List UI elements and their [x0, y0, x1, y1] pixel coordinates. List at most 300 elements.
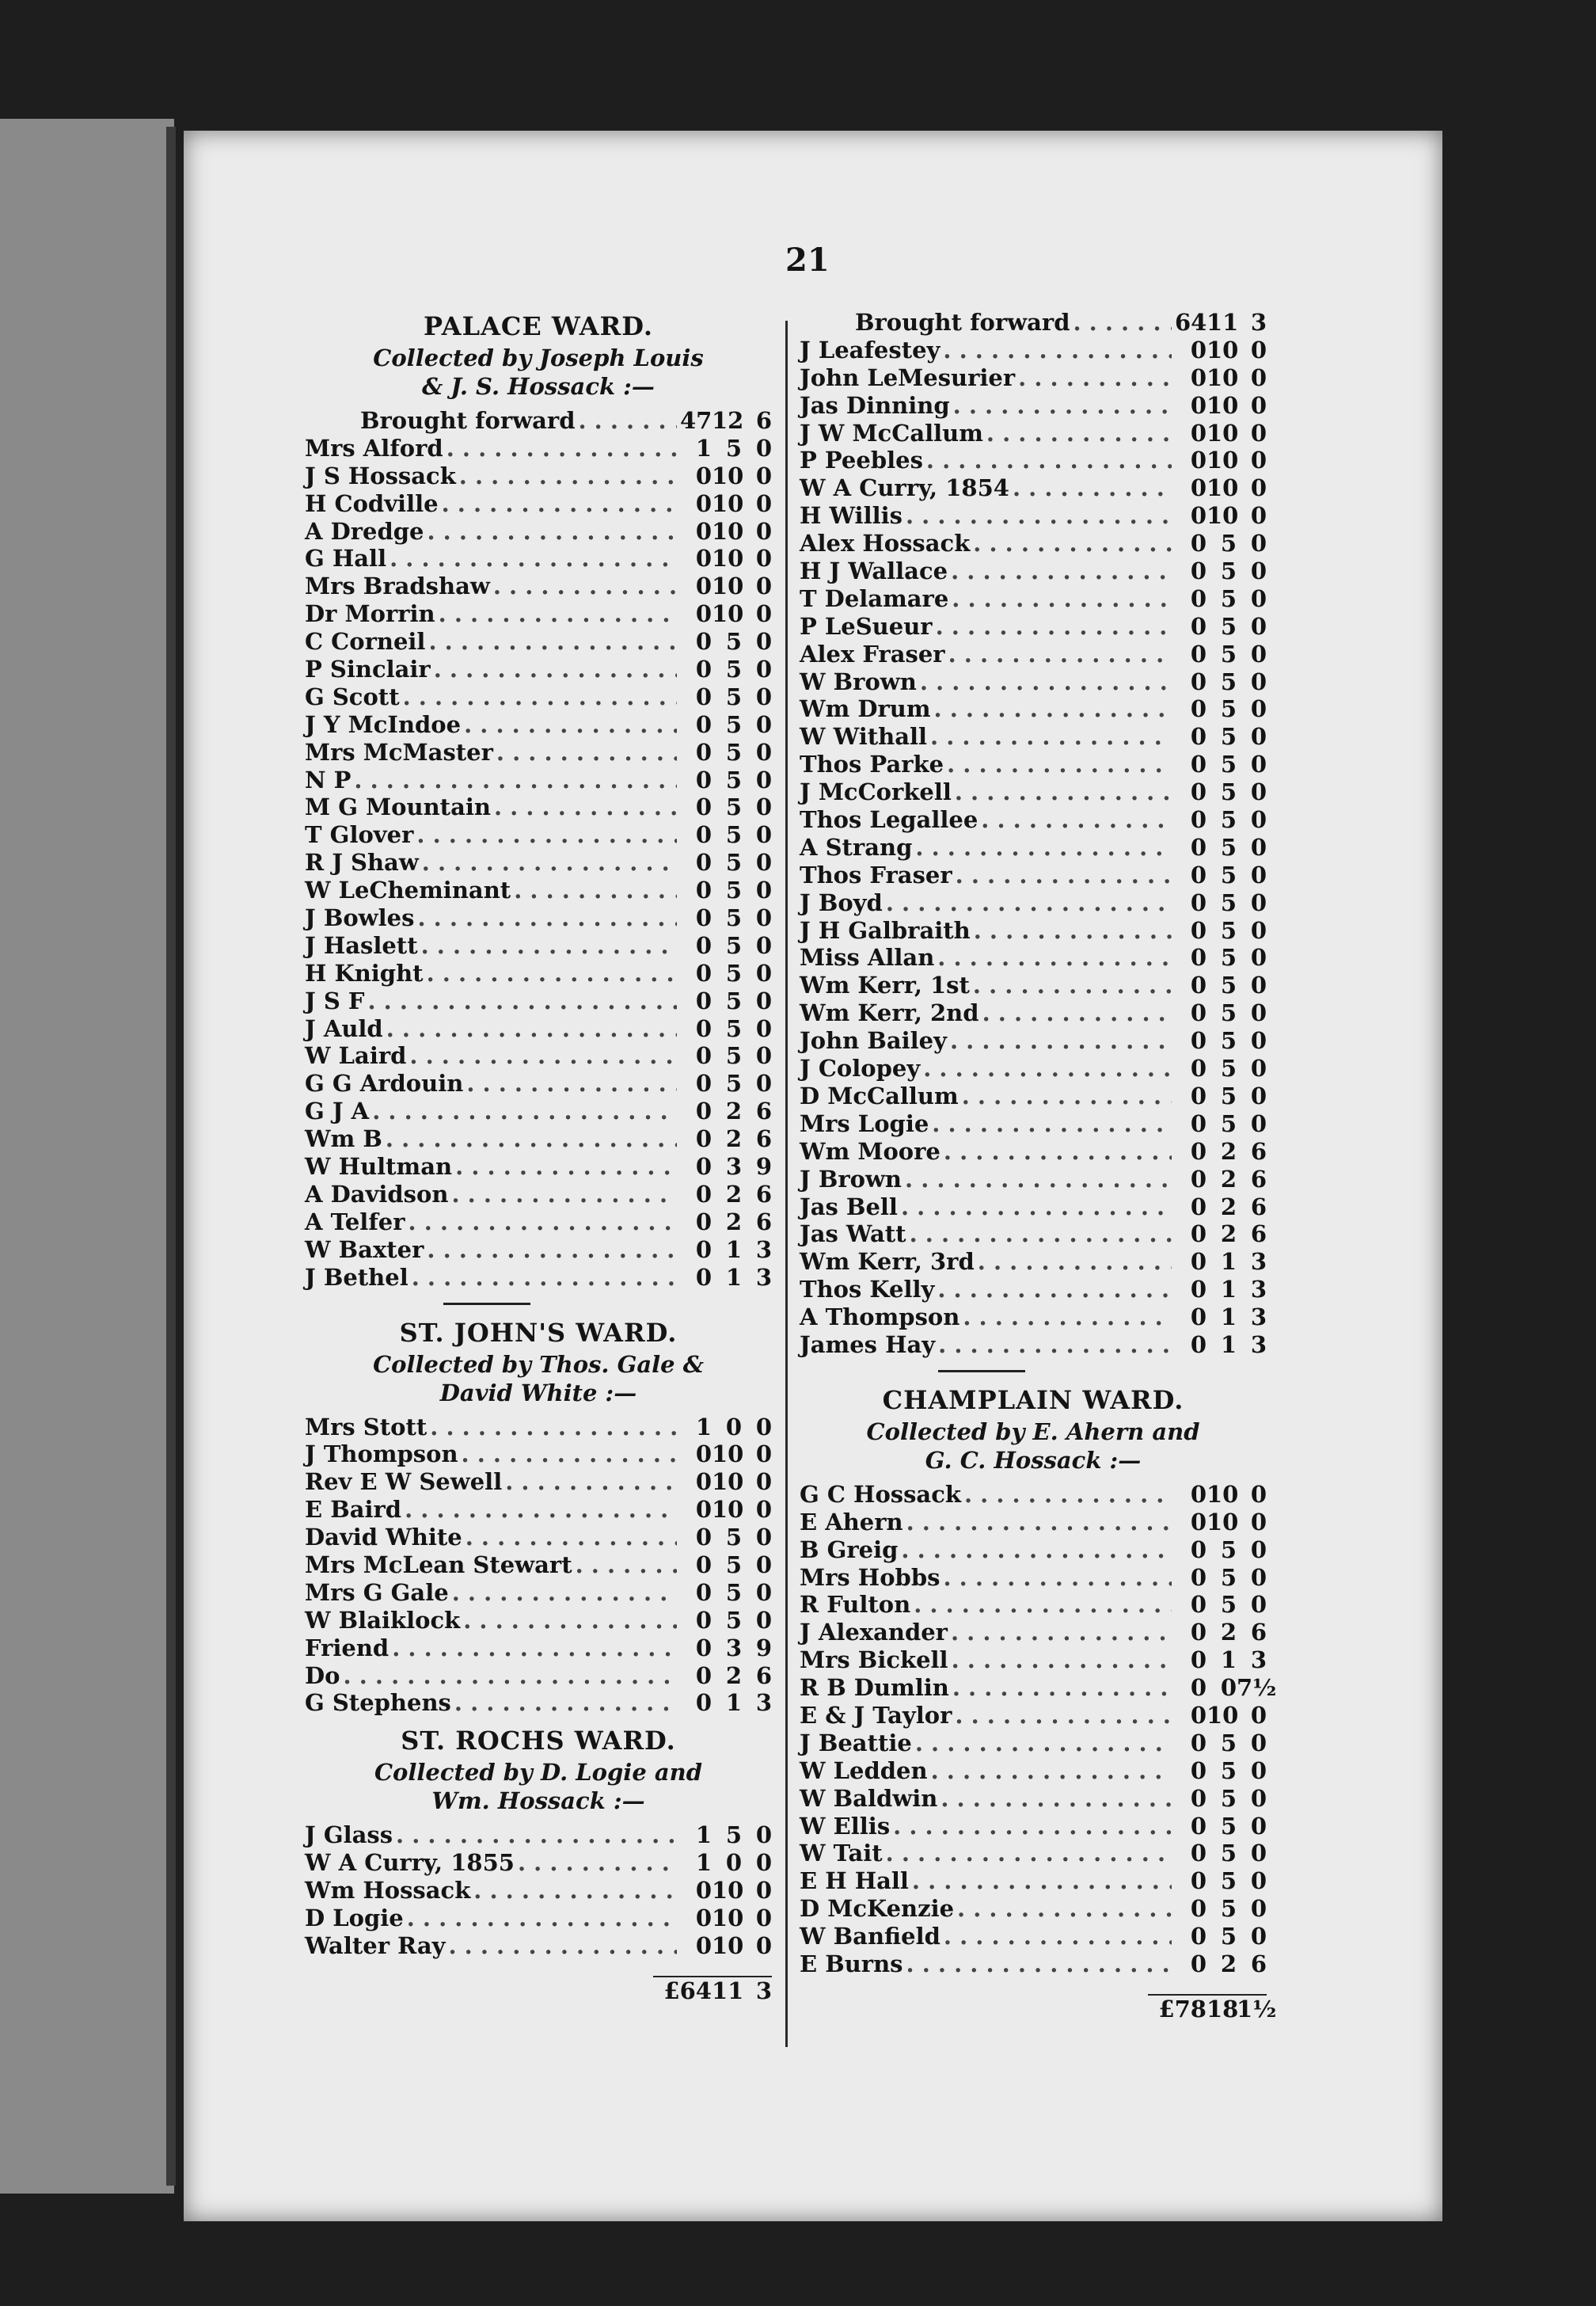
facing-page-edge [0, 119, 174, 2194]
continued-list [800, 337, 1267, 1359]
amount-d: 0 [1250, 640, 1267, 668]
list-item [800, 1055, 1267, 1083]
contributor-name: J Auld [305, 1014, 383, 1042]
amount-l: 0 [1190, 1027, 1206, 1055]
amount-d: 0 [1250, 1480, 1267, 1508]
amount-d: 0 [1250, 1109, 1267, 1137]
contributor-name: John Bailey [800, 1027, 947, 1055]
amount-d: 0 [755, 1042, 772, 1070]
amount-d: 6 [755, 1180, 772, 1208]
amount-s: 5 [1220, 1109, 1237, 1137]
amount-s: 2 [725, 1180, 742, 1208]
amount-l: 0 [695, 1468, 712, 1496]
list-item [800, 447, 1267, 474]
list-item [800, 530, 1267, 557]
amount-l: 0 [1190, 1756, 1206, 1784]
list-item [800, 751, 1267, 778]
contributor-name: R B Dumlin [800, 1674, 949, 1702]
amount-d: 0 [1250, 530, 1267, 557]
amount-s: 10 [712, 1904, 744, 1931]
amount-d: 0 [1250, 1867, 1267, 1895]
list-item [800, 557, 1267, 585]
amount-l: 0 [1190, 1701, 1206, 1729]
contributor-name: B Greig [800, 1535, 899, 1563]
amount-l: 0 [1190, 530, 1206, 557]
amount-s: 1 [725, 1263, 742, 1291]
amount-l: 0 [695, 904, 712, 932]
list-item [800, 1331, 1267, 1359]
contributor-name: R J Shaw [305, 849, 419, 877]
amount-l: 1 [695, 1821, 712, 1849]
contributor-name: Thos Parke [800, 751, 944, 778]
contributor-name: J McCorkell [800, 778, 952, 806]
amount-s: 5 [725, 628, 742, 656]
list-item [800, 1509, 1267, 1536]
amount-s: 5 [725, 877, 742, 904]
contributor-name: J Alexander [800, 1619, 948, 1646]
amount-d: 0 [1250, 557, 1267, 585]
amount-d: 0 [1250, 944, 1267, 972]
list-item [305, 960, 772, 987]
list-item [305, 1015, 772, 1043]
contributor-name: Jas Bell [800, 1193, 898, 1220]
list-item [305, 435, 772, 462]
list-item [305, 628, 772, 656]
list-item [305, 987, 772, 1015]
list-item [800, 999, 1267, 1027]
list-item [305, 1153, 772, 1181]
amount-s: 5 [1220, 944, 1237, 972]
contributor-name: W LeCheminant [305, 877, 511, 904]
amount-l: 0 [695, 959, 712, 987]
amount-l: 0 [695, 1180, 712, 1208]
contributor-name: E H Hall [800, 1867, 909, 1895]
list-item [305, 656, 772, 683]
contributor-name: Thos Kelly [800, 1276, 935, 1303]
amount-s: 5 [1220, 640, 1237, 668]
right-total: £78 18 1½ [800, 1994, 1267, 2023]
amount-l: 0 [695, 1042, 712, 1070]
contributor-name: W Baxter [305, 1235, 424, 1263]
amount-s: 5 [1220, 1082, 1237, 1109]
amount-l: 0 [1190, 1729, 1206, 1756]
amount-s: 5 [725, 1606, 742, 1634]
amount-d: 0 [1250, 999, 1267, 1027]
contributor-name: Wm B [305, 1125, 382, 1153]
amount-d: 6 [1250, 1193, 1267, 1220]
amount-s: 1 [1220, 1276, 1237, 1303]
amount-l: 0 [695, 877, 712, 904]
amount-l: 0 [1190, 1508, 1206, 1535]
list-item [800, 1702, 1267, 1730]
list-item [305, 462, 772, 490]
amount-d: 0 [1250, 1923, 1267, 1950]
amount-d: 0 [755, 1440, 772, 1468]
amount-l: 0 [1190, 916, 1206, 944]
amount-d: 0 [1250, 806, 1267, 834]
amount-l: 0 [1190, 584, 1206, 612]
section-rule [305, 1292, 772, 1315]
list-item [800, 695, 1267, 723]
amount-l: 0 [1190, 1840, 1206, 1867]
amount-s: 1 [725, 1235, 742, 1263]
list-item [800, 585, 1267, 613]
list-item [800, 1730, 1267, 1757]
contributor-name: N P [305, 766, 352, 793]
amount-l: 0 [695, 628, 712, 656]
amount-s: 5 [725, 434, 742, 462]
amount-s: 5 [1220, 1756, 1237, 1784]
contributor-name: W A Curry, 1854 [800, 474, 1009, 502]
amount-d: 0 [1250, 1840, 1267, 1867]
column-divider [785, 321, 788, 2047]
contributor-name: J Brown [800, 1165, 902, 1193]
amount-s: 5 [1220, 861, 1237, 889]
amount-d: 0 [1250, 751, 1267, 778]
st-johns-ward-title: ST. JOHN'S WARD. [399, 1317, 678, 1348]
contributor-name: J Y McIndoe [305, 710, 462, 738]
contributor-name: Mrs Bradshaw [305, 573, 490, 600]
amount-d: 0 [1250, 1812, 1267, 1840]
amount-l: 0 [1190, 419, 1206, 447]
amount-s: 10 [1206, 474, 1239, 502]
amount-d: 0 [755, 462, 772, 489]
contributor-name: P LeSueur [800, 612, 933, 640]
amount-l: 0 [1190, 363, 1206, 391]
amount-l: 0 [695, 1125, 712, 1153]
contributor-name: Miss Allan [800, 944, 935, 972]
amount-s: 5 [1220, 916, 1237, 944]
amount-l: 0 [1190, 1137, 1206, 1165]
amount-d: 0 [755, 1931, 772, 1959]
amount-d: 0 [755, 434, 772, 462]
list-item [800, 668, 1267, 696]
amount-d: 0 [755, 573, 772, 600]
list-item [305, 1440, 772, 1468]
amount-l: 0 [695, 793, 712, 821]
amount-s: 5 [1220, 972, 1237, 999]
amount-d: 0 [755, 877, 772, 904]
contributor-name: E & J Taylor [800, 1701, 952, 1729]
amount-d: 3 [1250, 1276, 1267, 1303]
amount-l: 0 [1190, 1193, 1206, 1220]
list-item [800, 1110, 1267, 1138]
list-item [800, 1840, 1267, 1867]
contributor-name: G Scott [305, 683, 400, 710]
list-item [305, 1070, 772, 1098]
amount-s: 2 [1220, 1619, 1237, 1646]
list-item [305, 1264, 772, 1292]
amount-s: 3 [725, 1153, 742, 1181]
list-item [800, 1867, 1267, 1895]
list-item [305, 1524, 772, 1551]
amount-s: 5 [725, 1070, 742, 1098]
amount-l: 0 [1190, 1330, 1206, 1358]
amount-l: 0 [695, 545, 712, 573]
contributor-name: A Thompson [800, 1303, 960, 1331]
contributor-name: T Glover [305, 821, 414, 849]
list-item [305, 1877, 772, 1905]
contributor-name: J Colopey [800, 1055, 921, 1083]
amount-l: 0 [695, 1634, 712, 1661]
contributor-name: Jas Watt [800, 1220, 906, 1248]
list-item [305, 545, 772, 573]
list-item [305, 1932, 772, 1960]
contributor-name: Friend [305, 1634, 390, 1661]
contributor-name: J Beattie [800, 1729, 912, 1756]
amount-s: 5 [1220, 1535, 1237, 1563]
amount-s: 5 [1220, 751, 1237, 778]
contributor-name: D Logie [305, 1904, 404, 1931]
contributor-name: J Haslett [305, 931, 418, 959]
list-item [305, 1689, 772, 1717]
list-item [305, 573, 772, 600]
amount-l: 0 [1190, 972, 1206, 999]
amount-s: 5 [1220, 612, 1237, 640]
contributor-name: W Hultman [305, 1153, 453, 1181]
amount-l: 0 [695, 600, 712, 628]
contributor-name: W A Curry, 1855 [305, 1849, 515, 1877]
list-item [800, 1591, 1267, 1619]
list-item [800, 337, 1267, 364]
amount-d: 6 [1250, 1220, 1267, 1248]
amount-d: 0 [1250, 474, 1267, 502]
contributor-name: E Baird [305, 1496, 402, 1524]
amount-d: 0 [1250, 502, 1267, 530]
list-item [800, 641, 1267, 668]
list-item [800, 1813, 1267, 1840]
amount-l: 0 [1190, 1674, 1206, 1702]
amount-l: 0 [1190, 1812, 1206, 1840]
amount-d: 0 [1250, 584, 1267, 612]
contributor-name: Mrs Logie [800, 1109, 929, 1137]
amount-d: 0 [755, 1606, 772, 1634]
list-item [800, 1923, 1267, 1950]
book-binding [166, 127, 176, 2186]
contributor-name: C Corneil [305, 628, 426, 656]
amount-l: 0 [695, 1070, 712, 1098]
amount-d: 0 [1250, 916, 1267, 944]
amount-d: 0 [755, 1070, 772, 1098]
contributor-name: W Laird [305, 1042, 407, 1070]
list-item [800, 1481, 1267, 1509]
contributor-name: Alex Hossack [800, 530, 971, 557]
list-item [305, 849, 772, 877]
amount-l: 0 [1190, 1082, 1206, 1109]
amount-s: 5 [1220, 806, 1237, 834]
amount-l: 0 [1190, 1646, 1206, 1674]
amount-s: 1 [1220, 1303, 1237, 1331]
amount-l: 0 [695, 1661, 712, 1689]
contributor-name: P Sinclair [305, 656, 431, 683]
list-item [305, 1181, 772, 1208]
list-item [800, 723, 1267, 751]
list-item [305, 821, 772, 849]
list-item [800, 613, 1267, 641]
section-rule [800, 1359, 1267, 1383]
list-item [305, 711, 772, 739]
amount-s: 10 [712, 600, 744, 628]
list-item [800, 1536, 1267, 1564]
amount-l: 0 [695, 849, 712, 877]
amount-s: 5 [1220, 1563, 1237, 1591]
amount-d: 0 [1250, 612, 1267, 640]
amount-s: 5 [725, 1551, 742, 1578]
list-item [800, 1950, 1267, 1978]
amount-s: 5 [1220, 1923, 1237, 1950]
amount-s: 2 [1220, 1165, 1237, 1193]
list-item [800, 806, 1267, 834]
amount-l: 0 [1190, 1784, 1206, 1812]
amount-s: 10 [712, 573, 744, 600]
amount-s: 5 [725, 1014, 742, 1042]
st-rochs-ward-title: ST. ROCHS WARD. [401, 1726, 676, 1756]
amount-d: 0 [755, 628, 772, 656]
amount-s: 10 [712, 1496, 744, 1524]
amount-s: 5 [1220, 668, 1237, 695]
amount-s: 10 [1206, 1480, 1239, 1508]
amount-s: 10 [712, 1440, 744, 1468]
amount-s: 2 [1220, 1137, 1237, 1165]
amount-l: 0 [695, 931, 712, 959]
contributor-name: G G Ardouin [305, 1070, 464, 1098]
palace-collector-line2: & J. S. Hossack :— [422, 373, 655, 400]
amount-s: 10 [1206, 1508, 1239, 1535]
list-item [305, 1579, 772, 1607]
contributor-name: W Withall [800, 723, 928, 751]
amount-d: 0 [755, 1877, 772, 1905]
contributor-name: J Thompson [305, 1440, 458, 1468]
amount-s: 10 [1206, 1701, 1239, 1729]
amount-d: 3 [1250, 1646, 1267, 1674]
amount-s: 10 [1206, 336, 1239, 363]
champlain-collector-line1: Collected by E. Ahern and [866, 1417, 1200, 1445]
contributor-name: A Davidson [305, 1180, 449, 1208]
amount-d: 0 [1250, 695, 1267, 723]
amount-l: 1 [695, 434, 712, 462]
list-item [800, 1248, 1267, 1276]
list-item [305, 1414, 772, 1441]
list-item [800, 917, 1267, 945]
contributor-name: Do [305, 1661, 340, 1689]
amount-d: 0 [1250, 391, 1267, 419]
amount-d: 0 [1250, 1508, 1267, 1535]
right-brought-forward: Brought forward . . . 64 11 3 [800, 309, 1267, 337]
amount-s: 5 [725, 710, 742, 738]
list-item [305, 767, 772, 794]
amount-l: 0 [695, 517, 712, 545]
contributor-name: Thos Legallee [800, 806, 978, 834]
amount-d: 0 [755, 1904, 772, 1931]
list-item [305, 518, 772, 546]
list-item [800, 1619, 1267, 1646]
champlain-collector-line2: G. C. Hossack :— [925, 1446, 1142, 1474]
contributor-name: H Codville [305, 489, 439, 517]
amount-s: 5 [1220, 1729, 1237, 1756]
contributor-name: H Knight [305, 959, 424, 987]
palace-brought-forward: Brought forward . . . 47 12 6 [305, 407, 772, 435]
amount-s: 0 [725, 1413, 742, 1440]
amount-d: 0 [1250, 1082, 1267, 1109]
amount-s: 5 [1220, 1895, 1237, 1923]
amount-s: 10 [712, 545, 744, 573]
amount-d: 0 [755, 545, 772, 573]
amount-s: 5 [725, 959, 742, 987]
st-johns-collector-line2: David White :— [439, 1379, 637, 1406]
amount-s: 5 [1220, 999, 1237, 1027]
amount-d: 3 [1250, 1330, 1267, 1358]
contributor-name: Dr Morrin [305, 600, 435, 628]
list-item [305, 1551, 772, 1579]
amount-d: 6 [1250, 1619, 1267, 1646]
amount-d: 0 [755, 1551, 772, 1578]
amount-d: 0 [755, 1014, 772, 1042]
amount-d: 0 [755, 904, 772, 932]
amount-l: 0 [1190, 1109, 1206, 1137]
amount-d: 0 [1250, 336, 1267, 363]
amount-d: 3 [755, 1235, 772, 1263]
amount-d: 0 [755, 1849, 772, 1877]
amount-d: 0 [1250, 363, 1267, 391]
amount-s: 5 [725, 656, 742, 683]
contributor-name: Jas Dinning [800, 391, 950, 419]
contributor-name: J Boyd [800, 889, 883, 916]
contributor-name: Alex Fraser [800, 640, 945, 668]
amount-l: 0 [1190, 1895, 1206, 1923]
list-item [305, 793, 772, 821]
contributor-name: W Brown [800, 668, 917, 695]
list-item [305, 1042, 772, 1070]
amount-s: 10 [712, 1468, 744, 1496]
amount-d: 0 [755, 849, 772, 877]
amount-s: 5 [1220, 1784, 1237, 1812]
amount-l: 0 [695, 1496, 712, 1524]
amount-d: 7½ [1237, 1674, 1277, 1702]
list-item [305, 490, 772, 518]
amount-d: 0 [755, 1496, 772, 1524]
amount-s: 2 [1220, 1193, 1237, 1220]
amount-l: 0 [695, 1578, 712, 1606]
amount-d: 0 [1250, 972, 1267, 999]
amount-l: 0 [1190, 391, 1206, 419]
list-item [800, 889, 1267, 917]
amount-d: 0 [1250, 1729, 1267, 1756]
amount-s: 10 [712, 462, 744, 489]
amount-s: 0 [725, 1849, 742, 1877]
amount-l: 0 [695, 1904, 712, 1931]
amount-d: 0 [1250, 1563, 1267, 1591]
contributor-name: W Banfield [800, 1923, 940, 1950]
contributor-name: J Leafestey [800, 336, 940, 363]
list-item [800, 862, 1267, 889]
amount-s: 5 [1220, 723, 1237, 751]
amount-s: 10 [712, 517, 744, 545]
contributor-name: J W McCallum [800, 419, 983, 447]
amount-d: 0 [1250, 1895, 1267, 1923]
amount-s: 10 [1206, 419, 1239, 447]
list-item [305, 877, 772, 904]
st-johns-collector-line1: Collected by Thos. Gale & [373, 1350, 704, 1378]
amount-l: 0 [695, 1098, 712, 1125]
list-item [305, 1098, 772, 1125]
amount-s: 5 [725, 987, 742, 1014]
contributor-name: Mrs Hobbs [800, 1563, 940, 1591]
amount-s: 5 [1220, 1812, 1237, 1840]
amount-l: 0 [1190, 1619, 1206, 1646]
amount-d: 6 [755, 1125, 772, 1153]
amount-d: 0 [755, 738, 772, 766]
contributor-name: D McKenzie [800, 1895, 955, 1923]
